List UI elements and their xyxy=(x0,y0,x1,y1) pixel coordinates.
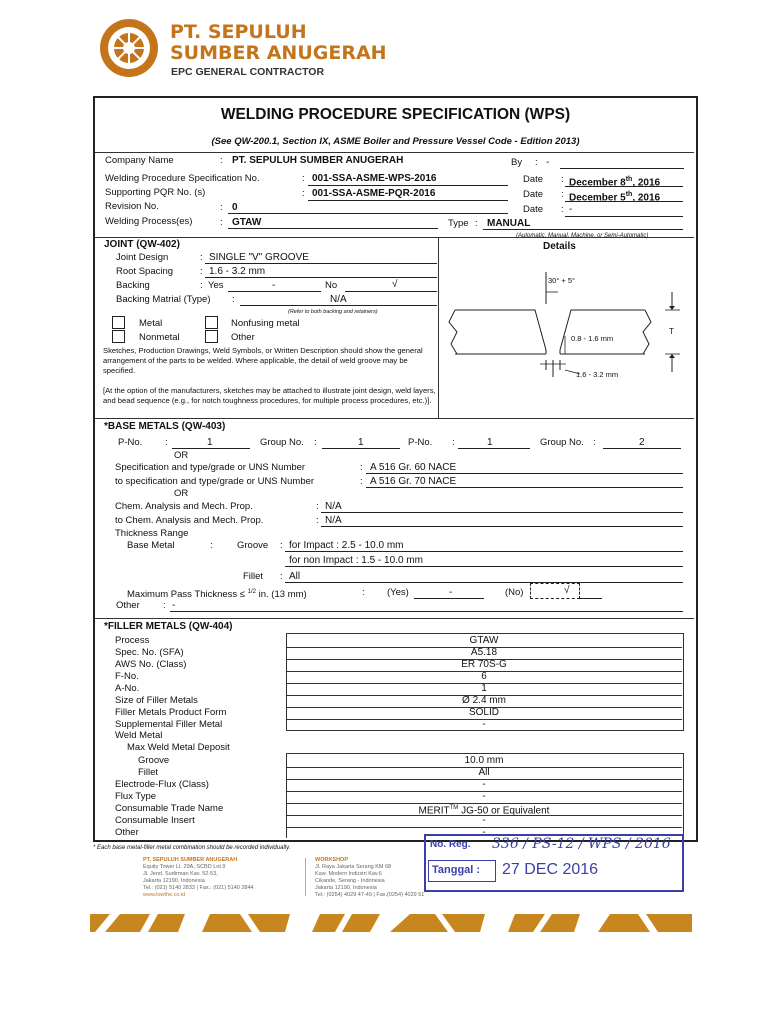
backing-yes-label: Yes xyxy=(208,280,224,291)
filler.rows2-value: - xyxy=(482,815,486,826)
underline xyxy=(483,229,683,230)
filler.rows-label: Spec. No. (SFA) xyxy=(115,647,184,658)
filler.rows-value: ER 70S-G xyxy=(461,659,507,670)
underline xyxy=(565,201,683,202)
divider xyxy=(95,418,694,419)
divider xyxy=(305,858,306,896)
date1-value: December 8th, 2016 xyxy=(569,176,661,189)
metal-label: Metal xyxy=(139,318,163,329)
company-label: Company Name xyxy=(105,155,174,166)
underline xyxy=(308,200,508,201)
root-value: 1.6 - 3.2 mm xyxy=(209,266,266,277)
filler.rows2-label: Electrode-Flux (Class) xyxy=(115,779,209,790)
underline xyxy=(228,213,508,214)
underline xyxy=(228,291,321,292)
stamp-reg-value: 336 / PS-12 / WPS / 2016 xyxy=(492,836,671,852)
root-gap-label: 1.6 - 3.2 mm xyxy=(576,370,619,379)
underline xyxy=(578,598,602,599)
group1-value: 1 xyxy=(358,437,364,448)
company-logo xyxy=(92,16,166,80)
process-value: GTAW xyxy=(232,217,262,228)
backing-yes-value: - xyxy=(272,280,276,291)
nonmetal-label: Nonmetal xyxy=(139,332,180,343)
office-title: PT. SEPULUH SUMBER ANUGERAH xyxy=(143,857,238,863)
spec-value: A 516 Gr. 60 NACE xyxy=(370,462,457,473)
filler.rows2-value: All xyxy=(478,767,490,778)
backing-material-value: N/A xyxy=(330,294,347,305)
joint-paragraph-1: Sketches, Production Drawings, Weld Symbols, or Written Description should show the general arrangement of the parts to be welded. Where applicable, the detail of weld groove may be specified. xyxy=(103,346,423,375)
filler.rows-value: SOLID xyxy=(468,707,499,718)
divider xyxy=(438,237,439,418)
maxpass-no-label: (No) xyxy=(505,587,524,598)
pno2-label: P-No. xyxy=(408,437,433,448)
stamp-date-label: Tanggal : xyxy=(432,864,481,876)
other-base-value: - xyxy=(172,600,176,611)
underline xyxy=(172,448,250,449)
filler.rows-label: A-No. xyxy=(115,683,140,694)
company-value: PT. SEPULUH SUMBER ANUGERAH xyxy=(232,155,404,166)
fillet-value: All xyxy=(289,571,301,582)
backing-note: (Refer to both backing and retainers) xyxy=(288,309,378,315)
thickness-t-label: T xyxy=(669,327,674,336)
underline xyxy=(285,582,683,583)
underline xyxy=(366,473,683,474)
filler.rows-label: AWS No. (Class) xyxy=(115,659,187,670)
date2-value: December 5th, 2016 xyxy=(569,191,661,204)
filler.rows2-label: Other xyxy=(115,827,139,838)
pqr-value: 001-SSA-ASME-PQR-2016 xyxy=(312,188,436,199)
underline xyxy=(414,598,484,599)
pqr-label: Supporting PQR No. (s) xyxy=(105,187,206,198)
filler.rows-label: Supplemental Filler Metal xyxy=(115,719,223,730)
pno2-value: 1 xyxy=(487,437,493,448)
filler.rows2-value: 10.0 mm xyxy=(464,755,504,766)
weld-metal-label: Weld Metal xyxy=(115,730,163,741)
group1-label: Group No. xyxy=(260,437,304,448)
company-name-line2: SUMBER ANUGERAH xyxy=(170,42,387,64)
chem-value: N/A xyxy=(325,501,342,512)
underline xyxy=(228,228,438,229)
base-metal-label: Base Metal xyxy=(127,540,175,551)
wps-label: Welding Procedure Specification No. xyxy=(105,173,260,184)
underline xyxy=(565,216,683,217)
underline xyxy=(603,448,681,449)
tospec-value: A 516 Gr. 70 NACE xyxy=(370,476,457,487)
other-checkbox[interactable] xyxy=(205,330,218,343)
tochem-value: N/A xyxy=(325,515,342,526)
group2-value: 2 xyxy=(639,437,645,448)
backing-material-label: Backing Matrial (Type) xyxy=(116,294,211,305)
filler.rows-value: Ø 2.4 mm xyxy=(462,695,506,706)
or-1: OR xyxy=(174,450,189,461)
underline xyxy=(308,185,508,186)
maxpass-no-box xyxy=(530,583,580,599)
nonfusing-checkbox[interactable] xyxy=(205,316,218,329)
group2-label: Group No. xyxy=(540,437,584,448)
wps-value: 001-SSA-ASME-WPS-2016 xyxy=(312,173,437,184)
company-tagline: EPC GENERAL CONTRACTOR xyxy=(171,66,325,78)
root-label: Root Spacing xyxy=(116,266,174,277)
underline xyxy=(285,551,683,552)
workshop-title: WORKSHOP xyxy=(315,857,348,863)
underline xyxy=(205,277,437,278)
fillet-label: Fillet xyxy=(243,571,264,582)
underline xyxy=(321,512,683,513)
underline xyxy=(560,168,684,169)
office-address: Equity Tower Lt. 29A, SCBD Lot.9 Jl. Jend. Sudirman Kav. 52-53, Jakarta 12190, Indonesia Tel.: (021) 5140 2833 | Fax.: (021) 5140 2844 www.lowthe.co.id xyxy=(143,864,254,898)
metal-checkbox[interactable] xyxy=(112,316,125,329)
underline xyxy=(170,611,683,612)
filler.rows2-value: - xyxy=(482,791,486,802)
filler.rows2-label: Consumable Trade Name xyxy=(115,803,224,814)
decorative-band xyxy=(90,910,692,936)
filler.rows2-label: Groove xyxy=(138,755,170,766)
stamp-date-value: 27 DEC 2016 xyxy=(502,861,599,878)
process-label: Welding Process(es) xyxy=(105,216,193,227)
filler.rows2-label: Consumable Insert xyxy=(115,815,195,826)
groove-value-impact: for Impact : 2.5 - 10.0 mm xyxy=(289,540,404,551)
backing-no-label: No xyxy=(325,280,338,291)
tospec-label: to specification and type/grade or UNS Number xyxy=(115,476,315,487)
joint-design-label: Joint Design xyxy=(116,252,169,263)
type-note: (Automatic, Manual, Machine, or Semi-Automatic) xyxy=(516,233,649,239)
type-value: MANUAL xyxy=(487,218,531,229)
pno1-label: P-No. xyxy=(118,437,143,448)
divider xyxy=(95,237,694,238)
joint-design-value: SINGLE "V" GROOVE xyxy=(209,252,309,263)
date1-label: Date xyxy=(523,174,544,185)
underline xyxy=(285,566,683,567)
filler.rows-value: - xyxy=(482,719,486,730)
thickness-label: Thickness Range xyxy=(115,528,189,539)
tochem-label: to Chem. Analysis and Mech. Prop. xyxy=(115,515,264,526)
filler.rows-value: GTAW xyxy=(469,635,499,646)
underline xyxy=(565,186,683,187)
underline xyxy=(240,305,437,306)
or-2: OR xyxy=(174,488,189,499)
underline xyxy=(322,448,400,449)
rev-label: Revision No. xyxy=(105,201,159,212)
filler.rows-label: F-No. xyxy=(115,671,139,682)
pno1-value: 1 xyxy=(207,437,213,448)
filler.rows-label: Size of Filler Metals xyxy=(115,695,198,706)
filler.rows-value: 6 xyxy=(481,671,487,682)
stamp-reg-label: No. Reg. xyxy=(430,839,471,850)
by-value: - xyxy=(546,157,550,168)
nonfusing-label: Nonfusing metal xyxy=(231,318,300,329)
base-heading: *BASE METALS (QW-403) xyxy=(104,421,226,432)
company-name-line1: PT. SEPULUH xyxy=(170,21,307,43)
date3-value: - xyxy=(569,204,573,215)
underline xyxy=(321,526,683,527)
groove-value-nonimpact: for non Impact : 1.5 - 10.0 mm xyxy=(289,555,423,566)
other-base-label: Other xyxy=(116,600,140,611)
date2-label: Date xyxy=(523,189,544,200)
filler.rows2-value: MERIT™ JG-50 or Equivalent xyxy=(418,805,550,817)
spec-label: Specification and type/grade or UNS Number xyxy=(115,462,306,473)
maxpass-yes-value: - xyxy=(449,587,453,598)
underline xyxy=(345,291,437,292)
filler-heading: *FILLER METALS (QW-404) xyxy=(104,621,233,632)
underline xyxy=(458,448,530,449)
filler.rows-value: 1 xyxy=(481,683,487,694)
chem-label: Chem. Analysis and Mech. Prop. xyxy=(115,501,253,512)
backing-label: Backing xyxy=(116,280,150,291)
maxpass-label: Maximum Pass Thickness ≤ $^{1/2}$ in. (13 mm) xyxy=(127,589,307,601)
filler.rows2-label: Fillet xyxy=(138,767,159,778)
doc-subtitle: (See QW-200.1, Section IX, ASME Boiler and Pressure Vessel Code - Edition 2013) xyxy=(211,136,580,147)
backing-no-value: √ xyxy=(392,279,398,290)
type-label: Type xyxy=(448,218,469,229)
details-heading: Details xyxy=(543,241,576,252)
root-face-label: 0.8 - 1.6 mm xyxy=(571,334,614,343)
groove-angle-label: 30° + 5° xyxy=(548,276,576,285)
groove-label: Groove xyxy=(237,540,269,551)
filler.rows-label: Process xyxy=(115,635,150,646)
max-deposit-label: Max Weld Metal Deposit xyxy=(127,742,230,753)
filler.rows2-label: Flux Type xyxy=(115,791,157,802)
workshop-address: Jl. Raya Jakarta Serang KM 68 Kaw. Modern Industri Kav.6 Cikande, Serang - Indonesia Jakarta 12190, Indonesia Tel.: (0254) 4029 47-49 | Fax.(0254) 4029 51 xyxy=(315,864,425,898)
maxpass-yes-label: (Yes) xyxy=(387,587,409,598)
divider xyxy=(95,152,694,153)
by-label: By xyxy=(511,157,523,168)
divider xyxy=(95,618,694,619)
filler.rows-value: A5.18 xyxy=(470,647,498,658)
underline xyxy=(366,487,683,488)
filler.rows-label: Filler Metals Product Form xyxy=(115,707,227,718)
filler-footnote: * Each base metal-filler metal combination should be recorded individually. xyxy=(93,845,291,851)
maxpass-no-value: √ xyxy=(564,585,570,596)
joint-paragraph-2: [At the option of the manufacturers, sketches may be attached to illustrate joint design, weld layers, and bead sequence (e.g., for notch toughness procedures, for multiple process procedures, etc.)]. xyxy=(103,386,436,405)
other-label: Other xyxy=(231,332,255,343)
nonmetal-checkbox[interactable] xyxy=(112,330,125,343)
date3-label: Date xyxy=(523,204,544,215)
doc-title: WELDING PROCEDURE SPECIFICATION (WPS) xyxy=(220,106,571,123)
rev-value: 0 xyxy=(232,202,238,213)
filler.rows2-value: - xyxy=(482,827,486,838)
filler.rows2-value: - xyxy=(482,779,486,790)
underline xyxy=(205,263,437,264)
joint-heading: JOINT (QW-402) xyxy=(104,239,180,250)
